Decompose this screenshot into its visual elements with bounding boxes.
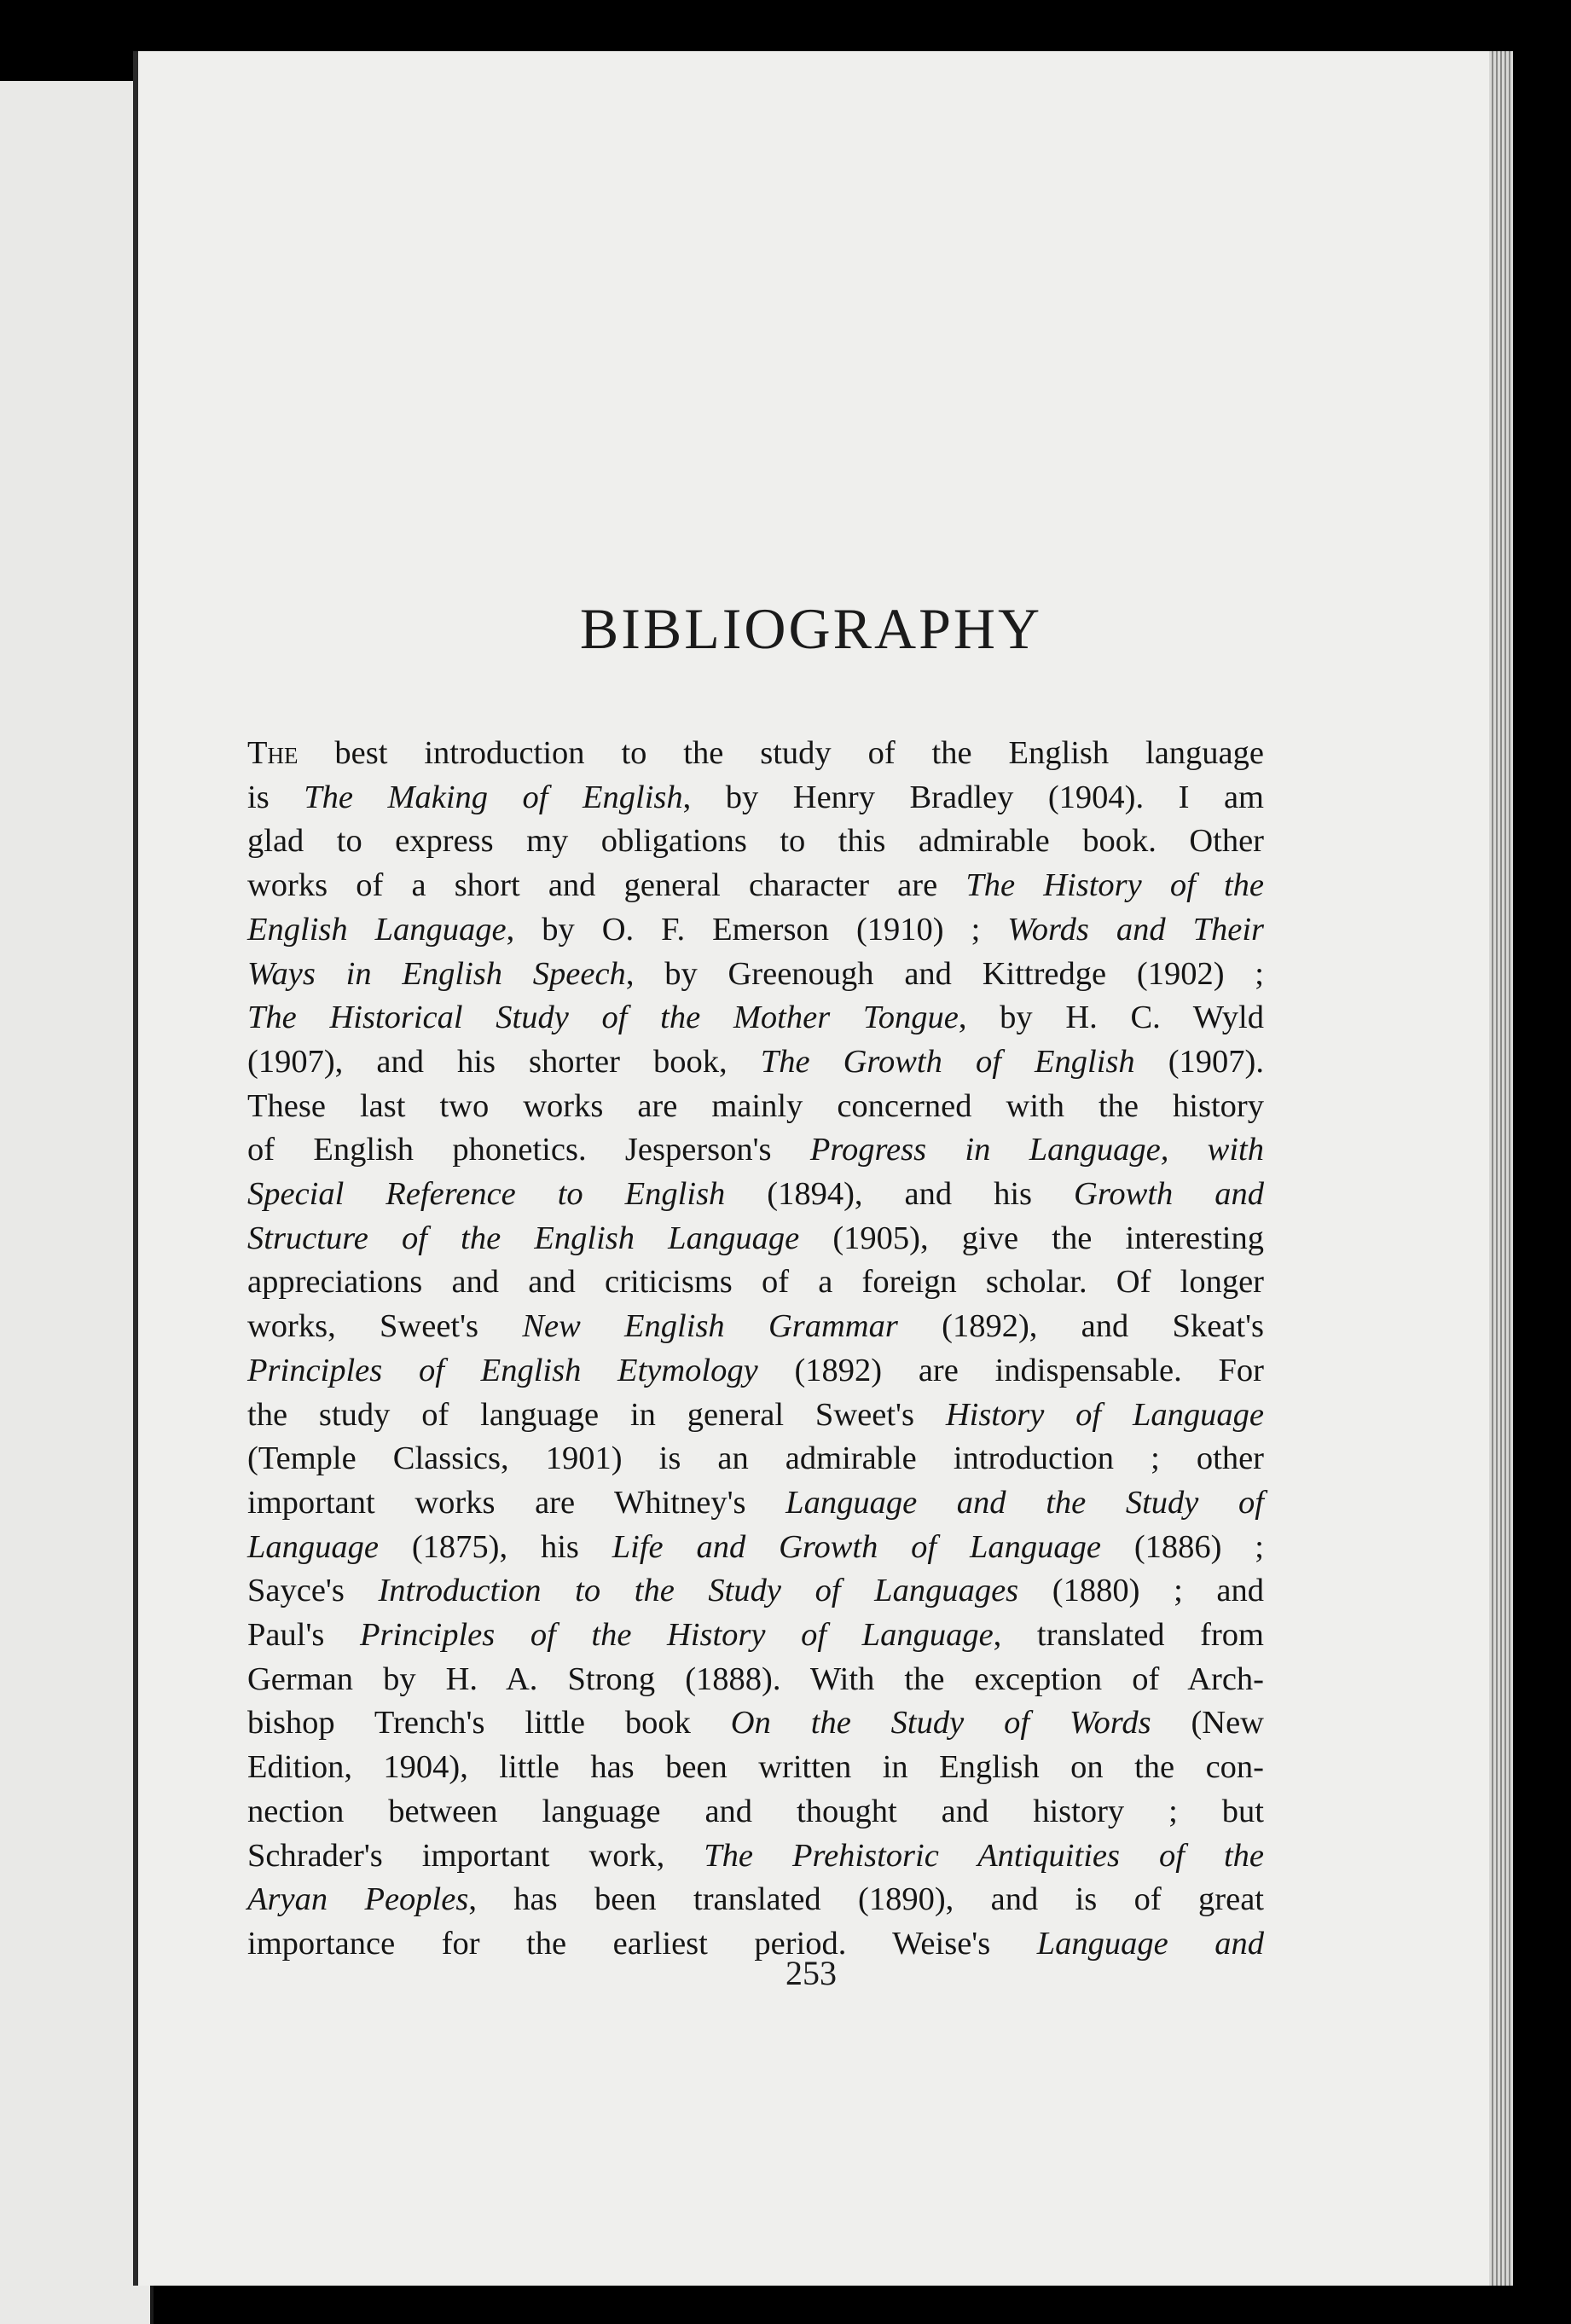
text-line: (Temple Classics, 1901) is an admirable introduction ; other [247,1440,1264,1477]
text-line: Special Reference to English (1894), and his Growth and [247,1176,1264,1213]
book-title: Principles of English Etymology [247,1352,758,1388]
page-title: BIBLIOGRAPHY [579,596,1043,661]
book-title: The Growth of English [760,1043,1135,1080]
book-title: Introduction to the Study of Languages [378,1573,1019,1609]
text-line: appreciations and and criticisms of a foreign scholar. Of longer [247,1264,1264,1301]
book-title: The History of the [965,867,1264,904]
text-line: glad to express my obligations to this admirable book. Other [247,823,1264,860]
text-line: Aryan Peoples, has been translated (1890), and is of great [247,1881,1265,1918]
text-line: Sayce's Introduction to the Study of Languages (1880) ; and [247,1573,1264,1609]
book-title: English Language [247,911,507,948]
text-line: Principles of English Etymology (1892) are indispensable. For [247,1352,1264,1388]
bibliography-paragraph [247,732,1264,1967]
book-title: New English Grammar [522,1308,898,1345]
text-line: importance for the earliest period. Weise's Language and [247,1925,1265,1962]
book-title: Progress in Language, with [809,1132,1264,1168]
book-title: Aryan Peoples [247,1881,469,1918]
text-line: the study of language in general Sweet's History of Language [247,1396,1264,1433]
text-line: Paul's Principles of the History of Language, translated from [247,1617,1264,1654]
text-line: The Historical Study of the Mother Tongue, by H. C. Wyld [247,1000,1265,1036]
text-line: Edition, 1904), little has been written in English on the con- [247,1749,1264,1786]
book-title: Life and Growth of Language [612,1528,1101,1565]
text-line: English Language, by O. F. Emerson (1910) ; Words and Their [247,911,1264,948]
text-line: The best introduction to the study of the English language [247,735,1264,771]
book-title: Language and the Study of [786,1484,1264,1521]
book-title: Growth and [1074,1176,1264,1213]
book-title: The Making of English [304,779,683,815]
book-title: Words and Their [1007,911,1264,948]
text-line: Schrader's important work, The Prehistoric Antiquities of the [247,1837,1264,1874]
left-page-edge [0,81,154,2324]
text-line: German by H. A. Strong (1888). With the exception of Arch- [247,1660,1264,1697]
book-title: The Historical Study of the Mother Tongue [247,1000,959,1036]
book-title: On the Study of Words [730,1705,1151,1742]
text-line: Ways in English Speech, by Greenough and Kittredge (1902) ; [247,955,1264,992]
text-line: Structure of the English Language (1905), give the interesting [247,1220,1264,1256]
book-title: Structure of the English Language [247,1220,800,1256]
text-line: important works are Whitney's Language and the Study of [247,1484,1264,1521]
book-title: Ways in English Speech [247,955,626,992]
book-title: Language and [1036,1925,1265,1962]
book-title: Special Reference to English [247,1176,726,1213]
book-title: Principles of the History of Language [359,1617,994,1654]
book-title: The Prehistoric Antiquities of the [704,1837,1264,1874]
book-title: Language [247,1528,379,1565]
book-title: History of Language [945,1396,1264,1433]
text-line: bishop Trench's little book On the Study of Words (New [247,1705,1264,1742]
text-line: works of a short and general character are The History of the [247,867,1264,904]
page-edges [1489,51,1513,2286]
text-line: These last two works are mainly concerned with the history [247,1087,1264,1124]
text-line: (1907), and his shorter book, The Growth of English (1907). [247,1043,1264,1080]
text-line: Language (1875), his Life and Growth of Language (1886) ; [247,1528,1265,1565]
text-line: works, Sweet's New English Grammar (1892), and Skeat's [247,1308,1264,1345]
text-line: nection between language and thought and history ; but [247,1793,1264,1829]
page-number: 253 [786,1954,837,1992]
text-line: is The Making of English, by Henry Bradley (1904). I am [247,779,1264,815]
text-line: of English phonetics. Jesperson's Progress in Language, with [247,1132,1264,1168]
